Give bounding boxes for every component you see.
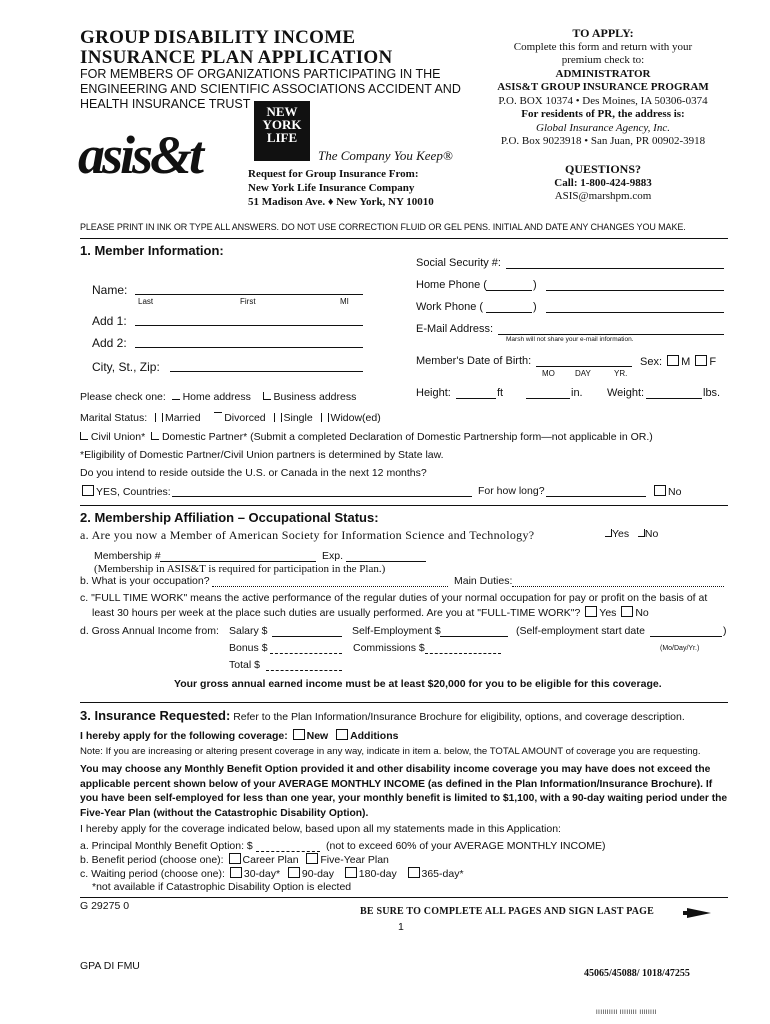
divider bbox=[80, 702, 728, 703]
last-label: Last bbox=[138, 297, 154, 306]
to-apply-block: TO APPLY: Complete this form and return with your premium check to: ADMINISTRATOR ASIS&T GROUP INSURANCE PROGRAM P.O. BOX 10374 • Des Moines, IA 50306-0374 For residents of PR, the address is: Global Insurance Agency, Inc. P.O. Box 9023918 • San Juan, PR 00902-3918 bbox=[497, 26, 709, 147]
email-label: E-Mail Address: bbox=[416, 323, 494, 335]
subtitle-line1: FOR MEMBERS OF ORGANIZATIONS PARTICIPATING IN THE bbox=[80, 67, 441, 81]
yr-label: YR. bbox=[614, 369, 628, 378]
self-start-label: (Self-employment start date bbox=[516, 625, 645, 637]
instructions: PLEASE PRINT IN INK OR TYPE ALL ANSWERS. DO NOT USE CORRECTION FLUID OR GEL PENS. INITIAL AND DATE ANY CHANGES YOU MAKE. bbox=[80, 222, 686, 232]
civil-union-checkbox[interactable] bbox=[80, 432, 88, 440]
mody-label: (Mo/Day/Yr.) bbox=[660, 645, 700, 652]
paren: ) bbox=[723, 625, 727, 637]
total-label: Total $ bbox=[229, 659, 260, 671]
membership-label: Membership # bbox=[94, 550, 161, 562]
work-phone-area[interactable] bbox=[486, 312, 532, 313]
barcode-text: IIIIIIIIII IIIIIIII IIIIIIII bbox=[596, 1010, 657, 1016]
eligibility-note: *Eligibility of Domestic Partner/Civil Union partners is determined by State law. bbox=[80, 449, 444, 461]
occupation-label: b. What is your occupation? bbox=[80, 575, 210, 587]
hereby-text: I hereby apply for the coverage indicated below, based upon all my statements made in this Application: bbox=[80, 823, 561, 835]
occupation-field[interactable] bbox=[212, 586, 448, 587]
height-in-field[interactable] bbox=[526, 398, 570, 399]
sex-m-checkbox[interactable] bbox=[667, 355, 679, 366]
divorced-checkbox[interactable] bbox=[214, 412, 222, 422]
sex-group: Sex: M F bbox=[640, 356, 717, 368]
reside-yes-group: YES, Countries: bbox=[80, 485, 171, 498]
asist-logo: asis&t bbox=[78, 125, 202, 185]
additions-checkbox[interactable] bbox=[336, 729, 348, 740]
section1-heading: 1. Member Information: bbox=[80, 243, 224, 258]
fulltime-text2: least 30 hours per week at the place such duties are usually performed. Are you at "FULL-TIME WORK"? Yes No bbox=[92, 607, 649, 619]
fulltime-yes-checkbox[interactable] bbox=[585, 606, 597, 617]
work-phone-field[interactable] bbox=[546, 312, 724, 313]
career-plan-checkbox[interactable] bbox=[229, 853, 241, 864]
new-checkbox[interactable] bbox=[293, 729, 305, 740]
section3-heading: 3. Insurance Requested: Refer to the Plan Information/Insurance Brochure for eligibility, options, and coverage description. bbox=[80, 708, 685, 723]
ssn-label: Social Security #: bbox=[416, 257, 501, 269]
name-field[interactable] bbox=[135, 294, 363, 295]
mo-label: MO bbox=[542, 369, 555, 378]
membership-required: (Membership in ASIS&T is required for participation in the Plan.) bbox=[94, 563, 386, 575]
wait-30-checkbox[interactable] bbox=[230, 867, 242, 878]
in-label: in. bbox=[571, 387, 583, 399]
dob-label: Member's Date of Birth: bbox=[416, 355, 532, 367]
single-checkbox[interactable] bbox=[274, 413, 282, 422]
mi-label: MI bbox=[340, 297, 349, 306]
five-year-plan-checkbox[interactable] bbox=[306, 853, 318, 864]
add1-field[interactable] bbox=[135, 325, 363, 326]
commissions-label: Commissions $ bbox=[353, 642, 425, 654]
self-emp-label: Self-Employment $ bbox=[352, 625, 441, 637]
ft-label: ft bbox=[497, 387, 504, 399]
address-type-group: Please check one: Home address Business address bbox=[80, 391, 357, 403]
salary-field[interactable] bbox=[272, 636, 342, 637]
gpa-code: GPA DI FMU bbox=[80, 960, 140, 972]
form-title-line1: GROUP DISABILITY INCOME bbox=[80, 27, 356, 48]
total-field[interactable] bbox=[266, 670, 342, 671]
first-label: First bbox=[240, 297, 256, 306]
email-note: Marsh will not share your e-mail information. bbox=[506, 336, 634, 343]
request-line2: New York Life Insurance Company bbox=[248, 182, 415, 194]
exp-label: Exp. bbox=[322, 550, 344, 562]
day-label: DAY bbox=[575, 369, 591, 378]
paren: ) bbox=[533, 279, 537, 291]
waiting-period-group: c. Waiting period (choose one): 30-day* 90-day 180-day 365-day* bbox=[80, 868, 464, 880]
work-phone-label: Work Phone ( bbox=[416, 301, 484, 313]
city-field[interactable] bbox=[170, 371, 363, 372]
membership-field[interactable] bbox=[160, 561, 316, 562]
member-no-checkbox[interactable] bbox=[638, 529, 645, 537]
bonus-label: Bonus $ bbox=[229, 642, 268, 654]
reside-no-group: No bbox=[652, 485, 681, 498]
subtitle-line2: ENGINEERING AND SCIENTIFIC ASSOCIATIONS ACCIDENT AND bbox=[80, 82, 461, 96]
civil-domestic-group: Civil Union* Domestic Partner* (Submit a completed Declaration of Domestic Partnership form—not applicable in OR.) bbox=[80, 431, 653, 443]
request-line1: Request for Group Insurance From: bbox=[248, 168, 419, 180]
commissions-field[interactable] bbox=[425, 653, 501, 654]
form-title-line2: INSURANCE PLAN APPLICATION bbox=[80, 47, 393, 68]
salary-label: Salary $ bbox=[229, 625, 268, 637]
married-checkbox[interactable] bbox=[155, 413, 163, 422]
business-address-checkbox[interactable] bbox=[263, 392, 271, 400]
wait-365-checkbox[interactable] bbox=[408, 867, 420, 878]
divider bbox=[80, 897, 728, 898]
main-duties-field[interactable] bbox=[512, 586, 724, 587]
home-phone-area[interactable] bbox=[486, 290, 532, 291]
paren: ) bbox=[533, 301, 537, 313]
domestic-partner-checkbox[interactable] bbox=[151, 432, 159, 440]
home-phone-label: Home Phone ( bbox=[416, 279, 487, 291]
lbs-label: lbs. bbox=[703, 387, 721, 399]
new-york-life-logo: NEW YORK LIFE bbox=[254, 101, 310, 161]
height-label: Height: bbox=[416, 387, 451, 399]
wait-90-checkbox[interactable] bbox=[288, 867, 300, 878]
benefit-period-group: b. Benefit period (choose one): Career Plan Five-Year Plan bbox=[80, 854, 389, 866]
form-codes: 45065/45088/ 1018/47255 bbox=[584, 968, 690, 979]
wait-180-checkbox[interactable] bbox=[345, 867, 357, 878]
weight-field[interactable] bbox=[646, 398, 702, 399]
reside-question: Do you intend to reside outside the U.S. or Canada in the next 12 months? bbox=[80, 467, 427, 479]
reside-yes-checkbox[interactable] bbox=[82, 485, 94, 496]
dob-field[interactable] bbox=[536, 366, 632, 367]
name-label: Name: bbox=[92, 283, 128, 297]
ssn-field[interactable] bbox=[506, 268, 724, 269]
tagline: The Company You Keep® bbox=[318, 148, 453, 163]
widow-checkbox[interactable] bbox=[321, 413, 329, 422]
coverage-group: I hereby apply for the following coverage: New Additions bbox=[80, 730, 399, 742]
not-available-note: *not available if Catastrophic Disability Option is elected bbox=[92, 881, 352, 893]
add1-label: Add 1: bbox=[92, 314, 127, 328]
fulltime-text1: c. "FULL TIME WORK" means the active performance of the regular duties of your normal occupation for pay or profit on the basis of at bbox=[80, 592, 708, 604]
income-label: d. Gross Annual Income from: bbox=[80, 625, 219, 637]
subtitle-line3: HEALTH INSURANCE TRUST bbox=[80, 97, 251, 111]
home-phone-field[interactable] bbox=[546, 290, 724, 291]
sex-f-checkbox[interactable] bbox=[695, 355, 707, 366]
how-long-label: For how long? bbox=[478, 485, 545, 497]
benefit-option-field[interactable] bbox=[256, 851, 320, 852]
marital-status-group: Marital Status: Married Divorced Single Widow(ed) bbox=[80, 412, 381, 424]
form-number: G 29275 0 bbox=[80, 900, 130, 912]
member-yes-no: Yes No bbox=[605, 528, 658, 540]
fulltime-no-checkbox[interactable] bbox=[621, 606, 633, 617]
how-long-field[interactable] bbox=[546, 496, 646, 497]
self-emp-field[interactable] bbox=[440, 636, 508, 637]
benefit-option-note: (not to exceed 60% of your AVERAGE MONTHLY INCOME) bbox=[326, 840, 606, 852]
gross-income-note: Your gross annual earned income must be at least $20,000 for you to be eligible for this coverage. bbox=[174, 678, 662, 690]
height-ft-field[interactable] bbox=[456, 398, 496, 399]
divider bbox=[80, 505, 728, 506]
bonus-field[interactable] bbox=[270, 653, 342, 654]
exp-field[interactable] bbox=[346, 561, 426, 562]
member-yes-checkbox[interactable] bbox=[605, 529, 612, 537]
page-number: 1 bbox=[398, 921, 404, 933]
complete-all-pages: BE SURE TO COMPLETE ALL PAGES AND SIGN LAST PAGE bbox=[360, 906, 655, 917]
questions-block: QUESTIONS? Call: 1-800-424-9883 ASIS@marshpm.com bbox=[554, 162, 652, 202]
benefit-paragraph: You may choose any Monthly Benefit Option provided it and other disability income coverage you may have does not exceed the applicable percent shown below of your AVERAGE MONTHLY INCOME (as defined in the Plan Information/Insurance Brochure). If you have been self-employed for less than one year, your monthly benefit is limited to $1,100, with a 90-day waiting period under the Five-Year Plan (without the Catastrophic Disability Option). bbox=[80, 764, 728, 819]
section2-heading: 2. Membership Affiliation – Occupational Status: bbox=[80, 510, 379, 525]
add2-label: Add 2: bbox=[92, 336, 127, 350]
main-duties-label: Main Duties: bbox=[454, 575, 513, 587]
countries-field[interactable] bbox=[172, 496, 472, 497]
home-address-checkbox[interactable] bbox=[172, 399, 180, 400]
weight-label: Weight: bbox=[607, 387, 645, 399]
email-field[interactable] bbox=[498, 334, 724, 335]
benefit-option-label: a. Principal Monthly Benefit Option: $ bbox=[80, 840, 253, 852]
divider bbox=[80, 238, 728, 239]
city-label: City, St., Zip: bbox=[92, 360, 160, 374]
member-question: a. Are you now a Member of American Society for Information Science and Technology? bbox=[80, 528, 535, 542]
add2-field[interactable] bbox=[135, 347, 363, 348]
reside-no-checkbox[interactable] bbox=[654, 485, 666, 496]
coverage-note: Note: If you are increasing or altering present coverage in any way, indicate in item a. below, the TOTAL AMOUNT of coverage you are requesting. bbox=[80, 746, 701, 757]
request-line3: 51 Madison Ave. ♦ New York, NY 10010 bbox=[248, 196, 434, 208]
self-start-field[interactable] bbox=[650, 636, 722, 637]
arrow-right-icon bbox=[687, 908, 711, 918]
